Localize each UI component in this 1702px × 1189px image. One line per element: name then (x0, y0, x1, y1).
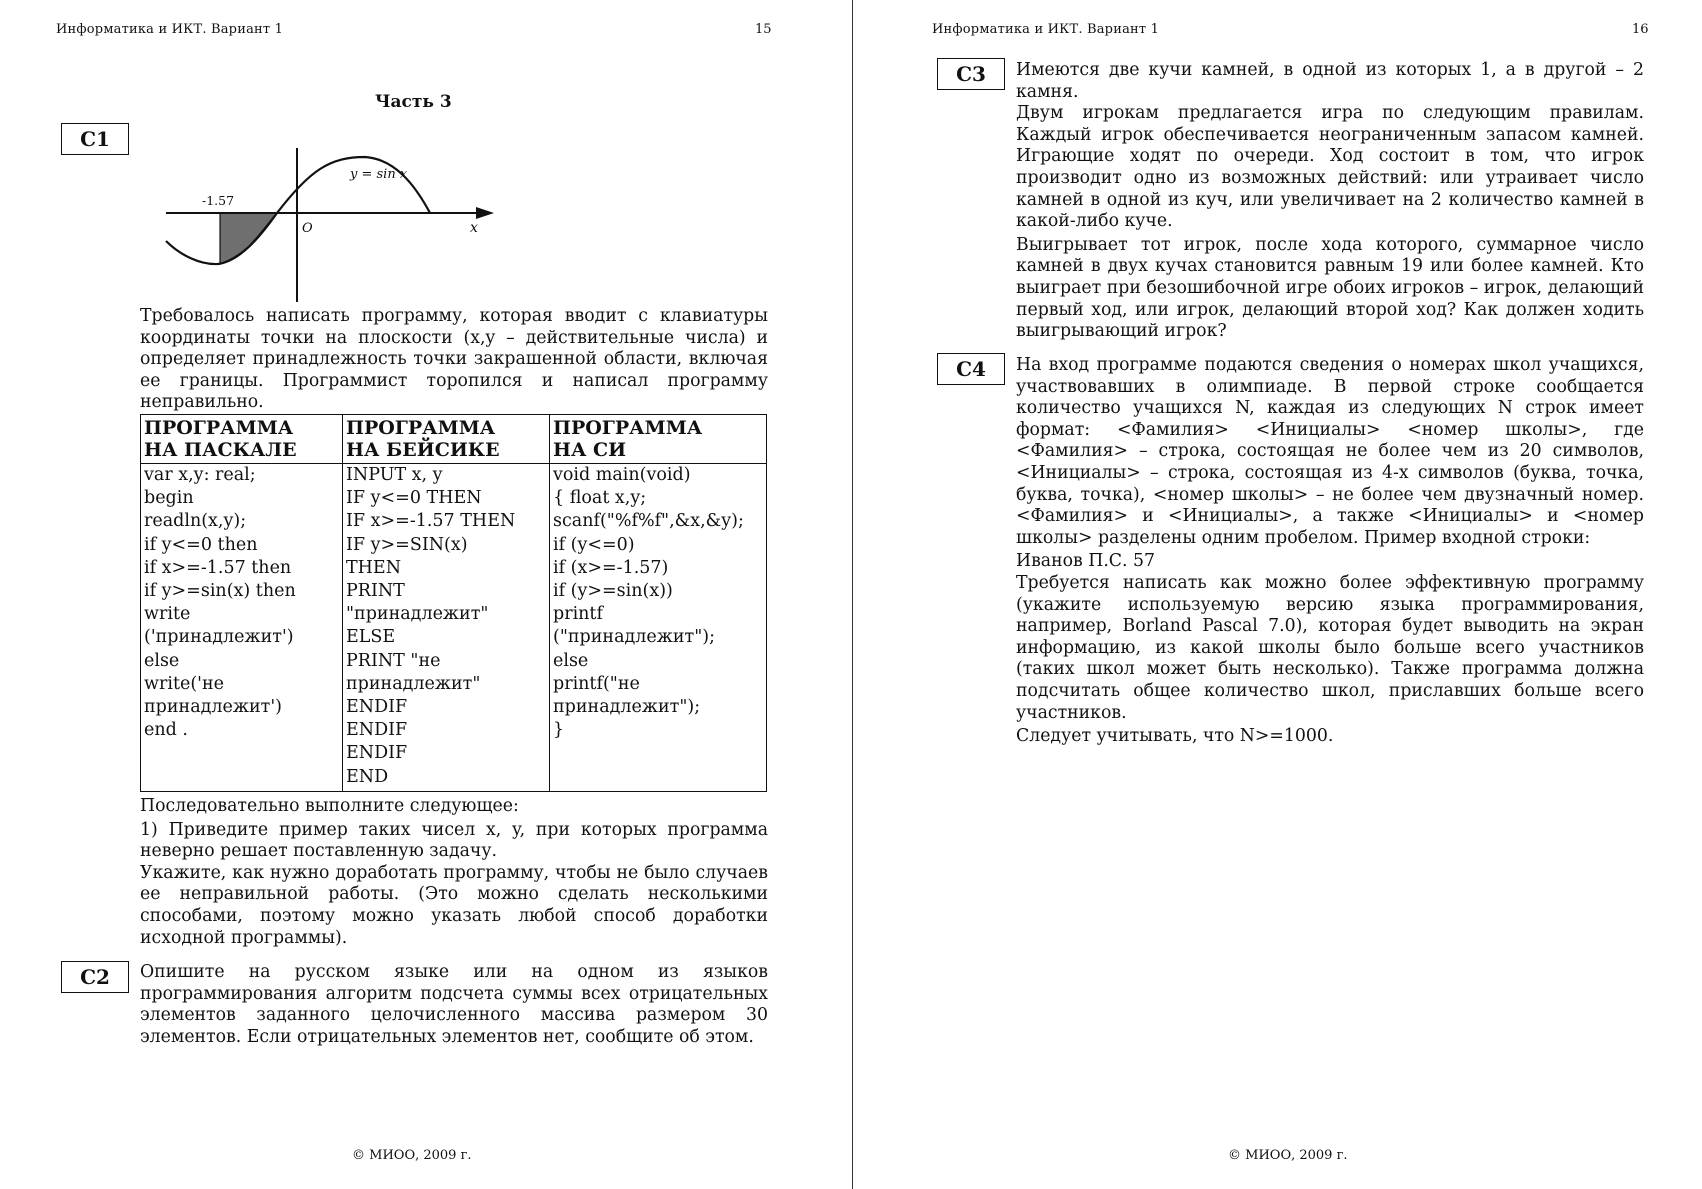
c2-text: Опишите на русском языке или на одном из языков программирования алгоритм подсчета суммы всех отрицательных элементов заданного целочисленного массива размером 30 элементов. Если отрицательных элементов нет, сообщите об этом. (140, 962, 768, 1047)
page-header: Информатика и ИКТ. Вариант 1 (56, 22, 284, 37)
x-marker-label: -1.57 (202, 193, 235, 208)
c3-p1: Имеются две кучи камней, в одной из которых 1, а в другой – 2 камня. (1016, 60, 1644, 102)
right-page (854, 0, 1702, 1189)
x-axis-arrow (476, 207, 494, 219)
page-divider (852, 0, 853, 1189)
task-label-c3: C3 (937, 58, 1005, 90)
page-footer: © МИОО, 2009 г. (352, 1148, 472, 1163)
x-axis-label: x (470, 220, 478, 236)
page-number: 15 (755, 22, 772, 37)
shaded-region (220, 213, 277, 264)
program-table (140, 414, 767, 792)
task-label-c1: C1 (61, 123, 129, 155)
c3-p3: Выигрывает тот игрок, после хода которого, суммарное число камней в двух кучах становится равным 19 или более камней. Кто выиграет при безошибочной игре обоих игроков – игрок, делающий первый ход, или игрок, делающий второй ход? Как должен ходить выигрывающий игрок? (1016, 234, 1644, 342)
code-pascal: var x,y: real; begin readln(x,y); if y<=0 then if x>=-1.57 then if y>=sin(x) then write ('принадлежит') else write('не принадлежит') end . (141, 464, 343, 792)
c3-p2: Двум игрокам предлагается игра по следующим правилам. Каждый игрок обеспечивается неограниченным запасом камней. Играющие ходят по очереди. Ход состоит в том, что игрок производит одно из возможных действий: или утраивает число камней в одной из куч, или увеличивает на 2 количество камней в какой-либо куче. (1016, 103, 1644, 232)
c1-intro: Требовалось написать программу, которая вводит с клавиатуры координаты точки на плоскости (x,y – действительные числа) и определяет принадлежность точки закрашенной области, включая ее границы. Программист торопился и написал программу неправильно. (140, 306, 768, 413)
task-label-c4: C4 (937, 353, 1005, 385)
page-footer: © МИОО, 2009 г. (1228, 1148, 1348, 1163)
table-code-row (141, 464, 767, 792)
task-2: Укажите, как нужно доработать программу, чтобы не было случаев ее неправильной работы. (Это можно сделать несколькими способами, поэтому можно указать любой способ доработки исходной программы). (140, 862, 768, 948)
task-1: 1) Приведите пример таких чисел x, y, при которых программа неверно решает поставленную задачу. (140, 819, 768, 862)
code-basic: INPUT x, y IF y<=0 THEN IF x>=-1.57 THEN IF y>=SIN(x) THEN PRINT "принадлежит" ELSE PRINT "не принадлежит" ENDIF ENDIF ENDIF END (343, 464, 550, 792)
header-c: ПРОГРАММА НА СИ (550, 415, 767, 464)
sine-graph (160, 145, 500, 305)
table-header-row (141, 415, 767, 464)
c4-text (1016, 355, 1644, 748)
section-title: Часть 3 (375, 92, 452, 112)
c4-p1: На вход программе подаются сведения о номерах школ учащихся, участвовавших в олимпиаде. В первой строке сообщается количество учащихся N, каждая из следующих N строк имеет формат: <Фамилия> <Инициалы> <номер школы>, где <Фамилия> – строка, состоящая не более чем из 20 символов, <Инициалы> – строка, состоящая из 4-х символов (буква, точка, буква, точка), <номер школы> – не более чем двузначный номер. <Фамилия> и <Инициалы>, а также <Инициалы> и <номер школы> разделены одним пробелом. Пример входной строки: (1016, 355, 1644, 548)
page-header: Информатика и ИКТ. Вариант 1 (932, 22, 1160, 37)
c4-p2: Требуется написать как можно более эффективную программу (укажите используемую версию языка программирования, например, Borland Pascal 7.0), которая будет выводить на экран информацию, из какой школы было больше всего участников (таких школ может быть несколько). Также программа должна подсчитать общее количество школ, приславших больше всего участников. (1016, 572, 1644, 723)
header-basic: ПРОГРАММА НА БЕЙСИКЕ (343, 415, 550, 464)
task-label-c2: C2 (61, 961, 129, 993)
page-number: 16 (1632, 22, 1649, 37)
c4-p3: Следует учитывать, что N>=1000. (1016, 726, 1334, 747)
c3-text (1016, 60, 1644, 343)
c4-example: Иванов П.С. 57 (1016, 551, 1156, 572)
origin-label: O (302, 221, 313, 236)
header-pascal: ПРОГРАММА НА ПАСКАЛЕ (141, 415, 343, 464)
task-intro: Последовательно выполните следующее: (140, 796, 519, 816)
code-c: void main(void) { float x,y; scanf("%f%f",&x,&y); if (y<=0) if (x>=-1.57) if (y>=sin(x)) printf ("принадлежит"); else printf("не принадлежит"); } (550, 464, 767, 792)
function-label: y = sin x (350, 167, 408, 182)
c1-tasks (140, 796, 768, 949)
